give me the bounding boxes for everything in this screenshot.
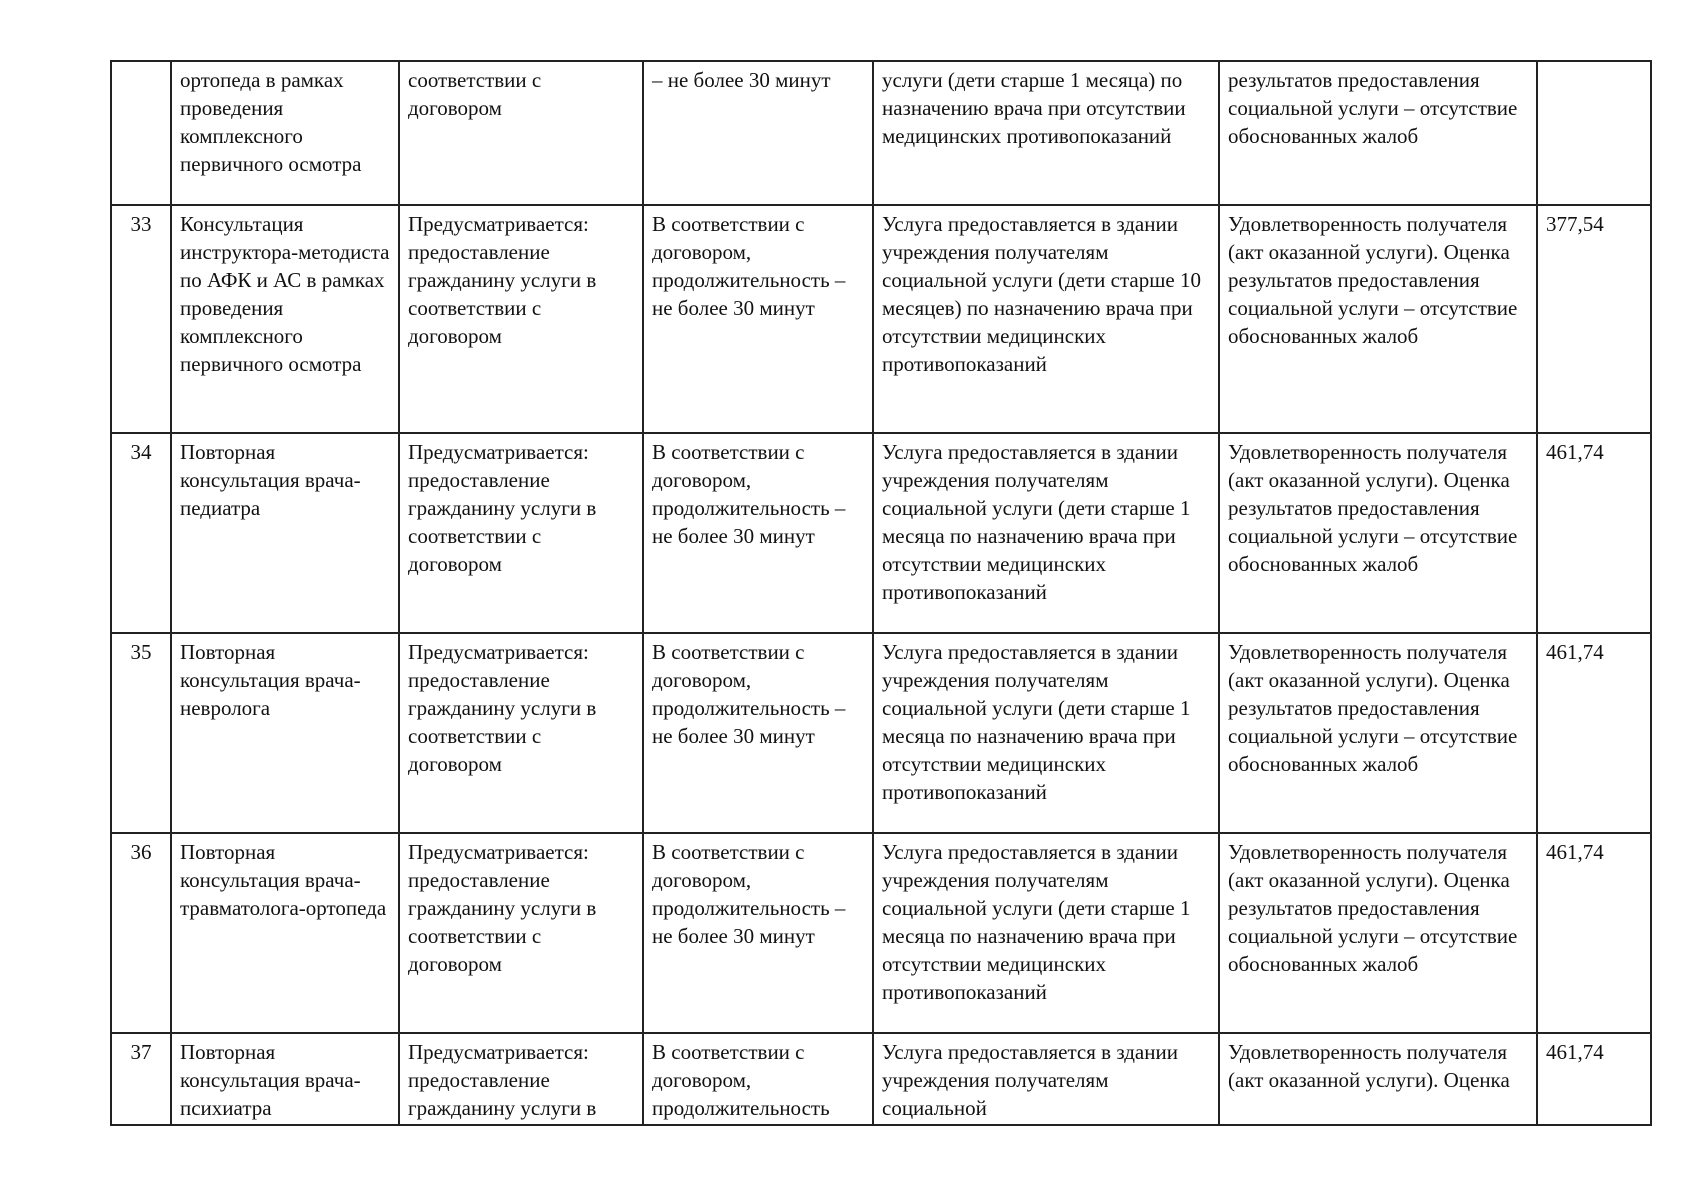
row-number: 35 xyxy=(111,633,171,833)
services-table xyxy=(110,60,1652,1126)
service-name: Консультация инструктора-методиста по АФК и АС в рамках проведения комплексного первичного осмотра xyxy=(171,205,399,433)
row-number: 34 xyxy=(111,433,171,633)
service-price: 461,74 xyxy=(1537,833,1651,1033)
service-price: 461,74 xyxy=(1537,433,1651,633)
service-term: – не более 30 минут xyxy=(643,61,873,205)
service-quality: Удовлетворенность получателя (акт оказанной услуги). Оценка xyxy=(1219,1033,1537,1125)
service-conditions: Услуга предоставляется в здании учреждения получателям социальной услуги (дети старше 10 месяцев) по назначению врача при отсутствии медицинских противопоказаний xyxy=(873,205,1219,433)
service-term: В соответствии с договором, продолжительность – не более 30 минут xyxy=(643,833,873,1033)
row-number xyxy=(111,61,171,205)
service-quality: Удовлетворенность получателя (акт оказанной услуги). Оценка результатов предоставления социальной услуги – отсутствие обоснованных жалоб xyxy=(1219,633,1537,833)
table-row xyxy=(111,433,1651,633)
service-conditions: услуги (дети старше 1 месяца) по назначению врача при отсутствии медицинских противопоказаний xyxy=(873,61,1219,205)
service-price xyxy=(1537,61,1651,205)
service-content: Предусматривается: предоставление гражданину услуги в соответствии с договором xyxy=(399,633,643,833)
row-number: 33 xyxy=(111,205,171,433)
service-conditions: Услуга предоставляется в здании учреждения получателям социальной xyxy=(873,1033,1219,1125)
service-quality: результатов предоставления социальной услуги – отсутствие обоснованных жалоб xyxy=(1219,61,1537,205)
service-price: 377,54 xyxy=(1537,205,1651,433)
service-conditions: Услуга предоставляется в здании учреждения получателям социальной услуги (дети старше 1 месяца по назначению врача при отсутствии медицинских противопоказаний xyxy=(873,833,1219,1033)
table-row xyxy=(111,61,1651,205)
service-name: Повторная консультация врача-педиатра xyxy=(171,433,399,633)
table-row xyxy=(111,205,1651,433)
service-name: Повторная консультация врача-психиатра xyxy=(171,1033,399,1125)
service-quality: Удовлетворенность получателя (акт оказанной услуги). Оценка результатов предоставления социальной услуги – отсутствие обоснованных жалоб xyxy=(1219,205,1537,433)
service-conditions: Услуга предоставляется в здании учреждения получателям социальной услуги (дети старше 1 месяца по назначению врача при отсутствии медицинских противопоказаний xyxy=(873,633,1219,833)
row-number: 37 xyxy=(111,1033,171,1125)
table-row xyxy=(111,633,1651,833)
service-price: 461,74 xyxy=(1537,633,1651,833)
service-term: В соответствии с договором, продолжительность xyxy=(643,1033,873,1125)
service-content: Предусматривается: предоставление гражданину услуги в соответствии с договором xyxy=(399,433,643,633)
service-name: ортопеда в рамках проведения комплексного первичного осмотра xyxy=(171,61,399,205)
service-quality: Удовлетворенность получателя (акт оказанной услуги). Оценка результатов предоставления социальной услуги – отсутствие обоснованных жалоб xyxy=(1219,833,1537,1033)
service-term: В соответствии с договором, продолжительность – не более 30 минут xyxy=(643,433,873,633)
service-price: 461,74 xyxy=(1537,1033,1651,1125)
service-content: Предусматривается: предоставление гражданину услуги в соответствии с договором xyxy=(399,833,643,1033)
service-term: В соответствии с договором, продолжительность – не более 30 минут xyxy=(643,205,873,433)
service-content: Предусматривается: предоставление гражданину услуги в xyxy=(399,1033,643,1125)
table-row xyxy=(111,833,1651,1033)
service-content: соответствии с договором xyxy=(399,61,643,205)
row-number: 36 xyxy=(111,833,171,1033)
service-name: Повторная консультация врача-травматолога-ортопеда xyxy=(171,833,399,1033)
table-row xyxy=(111,1033,1651,1125)
service-quality: Удовлетворенность получателя (акт оказанной услуги). Оценка результатов предоставления социальной услуги – отсутствие обоснованных жалоб xyxy=(1219,433,1537,633)
service-conditions: Услуга предоставляется в здании учреждения получателям социальной услуги (дети старше 1 месяца по назначению врача при отсутствии медицинских противопоказаний xyxy=(873,433,1219,633)
service-name: Повторная консультация врача-невролога xyxy=(171,633,399,833)
service-content: Предусматривается: предоставление гражданину услуги в соответствии с договором xyxy=(399,205,643,433)
service-term: В соответствии с договором, продолжительность – не более 30 минут xyxy=(643,633,873,833)
